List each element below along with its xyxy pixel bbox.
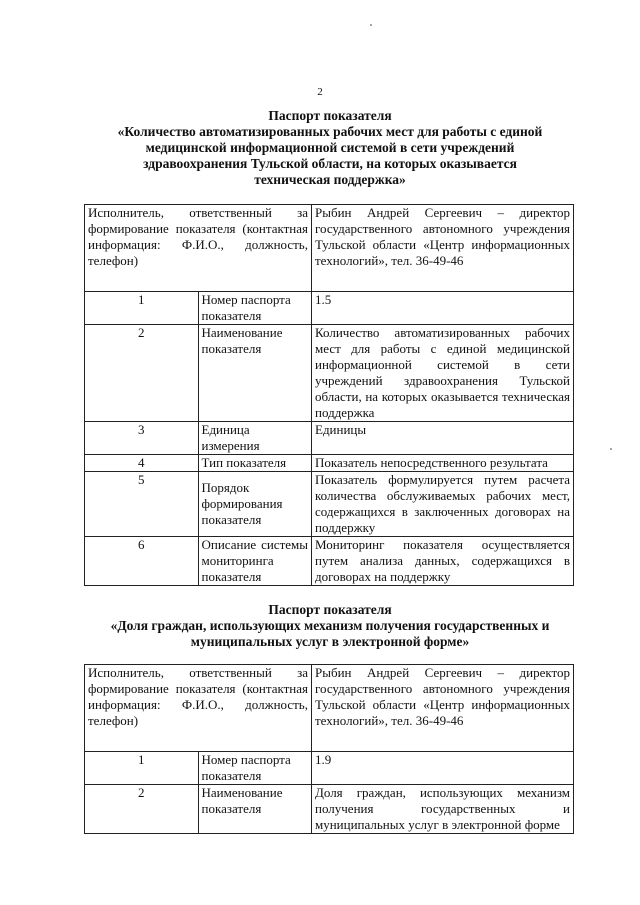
table-row <box>85 325 574 422</box>
row-label: Порядок формирования показателя <box>198 472 312 537</box>
row-number: 5 <box>85 472 199 537</box>
page-number: 2 <box>317 86 323 98</box>
row-label: Единица измерения <box>198 422 312 455</box>
table-row <box>85 205 574 292</box>
passport1-title-line: «Количество автоматизированных рабочих мест для работы с единой <box>117 124 543 139</box>
executor-label: Исполнитель, ответственный за формирование показателя (контактная информация: Ф.И.О., должность, телефон) <box>85 205 312 292</box>
row-number: 4 <box>85 455 199 472</box>
row-label: Тип показателя <box>198 455 312 472</box>
passport1-title-line: техническая поддержка» <box>254 172 406 187</box>
row-label: Описание системы мониторинга показателя <box>198 537 312 586</box>
row-number: 6 <box>85 537 199 586</box>
passport1-heading: Паспорт показателя <box>268 108 392 123</box>
passport1-title-line: здравоохранения Тульской области, на которых оказывается <box>143 156 517 171</box>
table-row <box>85 422 574 455</box>
row-value: Показатель формулируется путем расчета количества обслуживаемых рабочих мест, содержащихся в заключенных договорах на поддержку <box>312 472 574 537</box>
row-number: 2 <box>85 325 199 422</box>
row-label: Наименование показателя <box>198 325 312 422</box>
table-row <box>85 785 574 834</box>
row-value: 1.9 <box>312 752 574 785</box>
row-value: Мониторинг показателя осуществляется путем анализа данных, содержащихся в договорах на поддержку <box>312 537 574 586</box>
executor-label: Исполнитель, ответственный за формирование показателя (контактная информация: Ф.И.О., должность, телефон) <box>85 665 312 752</box>
scan-speck <box>610 448 612 450</box>
passport2-heading: Паспорт показателя <box>268 602 392 617</box>
passport2-title-line: муниципальных услуг в электронной форме» <box>190 634 470 649</box>
row-value: Количество автоматизированных рабочих мест для работы с единой медицинской информационной системой в сети учреждений здравоохранения Тульской области, на которых оказывается техническая поддержка <box>312 325 574 422</box>
row-value: Показатель непосредственного результата <box>312 455 574 472</box>
passport2-title <box>60 602 600 650</box>
table-row <box>85 472 574 537</box>
table-row <box>85 455 574 472</box>
row-value: 1.5 <box>312 292 574 325</box>
passport2-title-line: «Доля граждан, использующих механизм получения государственных и <box>110 618 550 633</box>
executor-value: Рыбин Андрей Сергеевич – директор государственного автономного учреждения Тульской области «Центр информационных технологий», тел. 36-49-46 <box>312 665 574 752</box>
passport1-title <box>60 108 600 188</box>
row-number: 1 <box>85 752 199 785</box>
row-value: Доля граждан, использующих механизм получения государственных и муниципальных услуг в электронной форме <box>312 785 574 834</box>
passport1-title-line: медицинской информационной системой в сети учреждений <box>145 140 515 155</box>
scan-speck <box>370 24 372 26</box>
passport1-table <box>84 204 574 586</box>
row-number: 1 <box>85 292 199 325</box>
row-label: Наименование показателя <box>198 785 312 834</box>
executor-value: Рыбин Андрей Сергеевич – директор государственного автономного учреждения Тульской области «Центр информационных технологий», тел. 36-49-46 <box>312 205 574 292</box>
passport2-table <box>84 664 574 834</box>
row-number: 3 <box>85 422 199 455</box>
row-number: 2 <box>85 785 199 834</box>
table-row <box>85 665 574 752</box>
row-label: Номер паспорта показателя <box>198 752 312 785</box>
table-row <box>85 752 574 785</box>
table-row <box>85 537 574 586</box>
row-label: Номер паспорта показателя <box>198 292 312 325</box>
row-value: Единицы <box>312 422 574 455</box>
table-row <box>85 292 574 325</box>
